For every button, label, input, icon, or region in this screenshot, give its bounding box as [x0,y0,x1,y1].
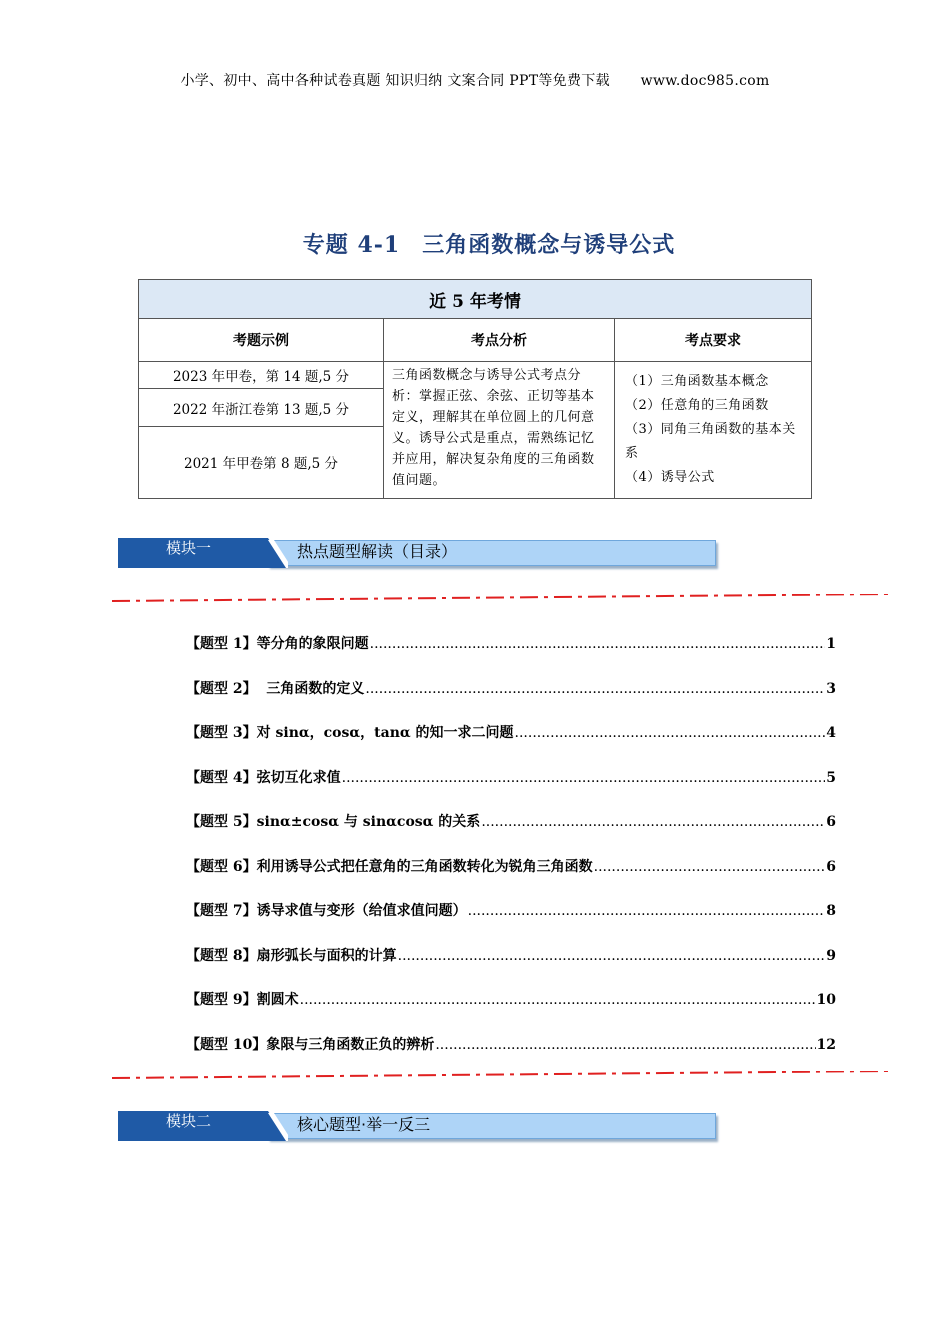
header-site-link[interactable]: www.doc985.com [640,73,770,89]
module-one-tab: 模块一 [118,538,268,568]
toc-leader-dots [370,636,826,652]
exam-example: 2022 年浙江卷第 13 题,5 分 [139,389,384,427]
toc-item-label: 【题型 4】弦切互化求值 [186,769,341,786]
toc-item[interactable] [186,678,836,723]
exam-example: 2021 年甲卷第 8 题,5 分 [139,426,384,498]
module-two-banner [118,1111,718,1143]
toc-item-page: 1 [826,636,836,652]
toc-item-label: 【题型 9】割圆术 [186,992,299,1008]
toc-item-label: 【题型 7】诱导求值与变形（给值求值问题） [186,903,467,919]
toc-item[interactable] [186,767,836,812]
dash-divider [112,594,888,604]
module-notch-shape [248,1111,288,1141]
module-notch-shape [248,538,288,568]
toc-leader-dots [468,903,826,919]
title-code: 专题 4-1 [302,232,401,258]
table-heading: 近 5 年考情 [139,280,812,319]
toc-item-label: 【题型 10】象限与三角函数正负的辨析 [186,1036,435,1053]
page-header [0,70,950,90]
toc-leader-dots [435,1037,815,1053]
toc-item[interactable] [186,945,836,990]
toc-item-page: 4 [826,725,836,741]
column-header: 考点分析 [384,319,615,362]
requirements-cell [615,362,812,499]
toc-leader-dots [300,992,816,1008]
requirement-item: （2）任意角的三角函数 [625,398,769,413]
table-of-contents [186,633,836,1078]
toc-item-page: 5 [826,769,836,786]
toc-item-label: 【题型 5】sinα±cosα 与 sinαcosα 的关系 [186,814,481,830]
module-one-banner [118,538,718,570]
toc-item-label: 【题型 6】利用诱导公式把任意角的三角函数转化为锐角三角函数 [186,858,593,875]
dash-divider [112,1071,888,1081]
exam-example: 2023 年甲卷，第 14 题,5 分 [139,362,384,389]
module-one-title: 热点题型解读（目录） [268,540,716,566]
analysis-cell: 三角函数概念与诱导公式考点分析：掌握正弦、余弦、正切等基本定义，理解其在单位圆上的几何意义。诱导公式是重点，需熟练记忆并应用，解决复杂角度的三角函数值问题。 [384,362,615,499]
toc-item-page: 10 [816,992,836,1008]
toc-item-page: 8 [826,903,836,919]
toc-item-page: 6 [826,814,836,830]
column-header: 考点要求 [615,319,812,362]
toc-item[interactable] [186,989,836,1034]
column-header: 考题示例 [139,319,384,362]
toc-item-label: 【题型 8】扇形弧长与面积的计算 [186,947,397,964]
toc-leader-dots [594,859,826,875]
toc-item-page: 9 [826,947,836,964]
toc-item[interactable] [186,811,836,856]
toc-item-label: 【题型 1】等分角的象限问题 [186,636,369,652]
toc-leader-dots [515,725,826,741]
toc-item-page: 12 [816,1036,836,1053]
toc-item-page: 6 [826,858,836,875]
toc-item-page: 3 [826,680,836,697]
toc-item[interactable] [186,856,836,901]
toc-leader-dots [481,814,825,830]
title-name: 三角函数概念与诱导公式 [422,232,676,258]
module-two-title: 核心题型·举一反三 [268,1113,716,1139]
toc-item[interactable] [186,722,836,767]
toc-item-label: 【题型 3】对 sinα，cosα，tanα 的知一求二问题 [186,725,514,741]
toc-item[interactable] [186,633,836,678]
requirement-item: （3）同角三角函数的基本关系 [625,422,796,461]
requirement-item: （1）三角函数基本概念 [625,374,769,389]
requirement-item: （4）诱导公式 [625,470,715,485]
toc-leader-dots [365,681,825,697]
exam-overview-table [138,279,812,499]
toc-leader-dots [342,770,826,786]
toc-leader-dots [398,948,826,964]
module-two-tab: 模块二 [118,1111,268,1141]
toc-item-label: 【题型 2】 三角函数的定义 [186,680,365,697]
header-text: 小学、初中、高中各种试卷真题 知识归纳 文案合同 PPT等免费下载 [180,73,610,89]
toc-item[interactable] [186,900,836,945]
page-title [0,228,950,259]
